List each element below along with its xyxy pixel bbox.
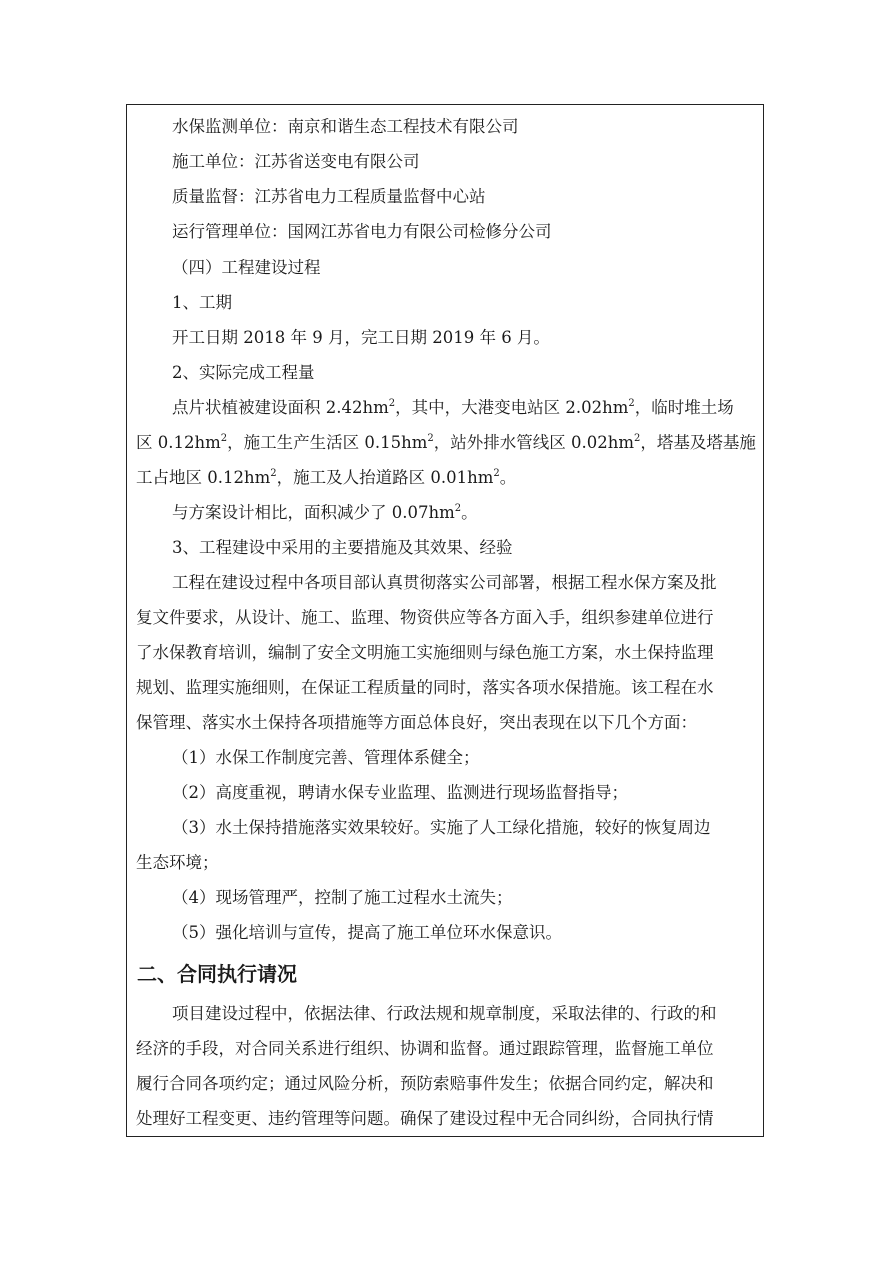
list-item: （5）强化培训与宣传，提高了施工单位环水保意识。 bbox=[172, 923, 562, 942]
text-segment: 工占地区 0.12hm bbox=[136, 468, 271, 487]
text-line bbox=[172, 397, 892, 419]
text-line: 质量监督：江苏省电力工程质量监督中心站 bbox=[172, 187, 486, 206]
text-segment: ，塔基及塔基施 bbox=[640, 433, 756, 452]
text-line: 处理好工程变更、违约管理等问题。确保了建设过程中无合同纠纷，合同执行情 bbox=[136, 1109, 714, 1128]
section-heading: 二、合同执行请况 bbox=[137, 962, 297, 986]
section-subheading: （四）工程建设过程 bbox=[172, 258, 321, 277]
text-line: 履行合同各项约定；通过风险分析，预防索赔事件发生；依据合同约定，解决和 bbox=[136, 1074, 714, 1093]
superscript: 2 bbox=[388, 398, 396, 409]
text-line bbox=[136, 432, 892, 454]
text-line bbox=[172, 502, 892, 524]
text-line: 规划、监理实施细则，在保证工程质量的同时，落实各项水保措施。该工程在水 bbox=[136, 678, 714, 697]
text-line: 项目建设过程中，依据法律、行政法规和规章制度，采取法律的、行政的和 bbox=[172, 1004, 717, 1023]
list-item: （4）现场管理严，控制了施工过程水土流失； bbox=[172, 888, 513, 907]
text-line: 1、工期 bbox=[172, 293, 232, 312]
text-segment: ，站外排水管线区 0.02hm bbox=[433, 433, 635, 452]
superscript: 2 bbox=[220, 433, 228, 444]
superscript: 2 bbox=[454, 503, 462, 514]
text-segment: 。 bbox=[461, 503, 478, 522]
text-segment: ，临时堆土场 bbox=[634, 398, 734, 417]
list-item: （1）水保工作制度完善、管理体系健全； bbox=[172, 748, 480, 767]
text-segment: ，施工生产生活区 0.15hm bbox=[227, 433, 428, 452]
text-segment: 区 0.12hm bbox=[136, 433, 221, 452]
text-line bbox=[136, 467, 892, 489]
text-segment: ，施工及人抬道路区 0.01hm bbox=[276, 468, 494, 487]
text-line: 复文件要求，从设计、施工、监理、物资供应等各方面入手，组织参建单位进行 bbox=[136, 608, 714, 627]
list-item: （2）高度重视，聘请水保专业监理、监测进行现场监督指导； bbox=[172, 783, 628, 802]
superscript: 2 bbox=[634, 433, 641, 444]
text-line: 生态环境； bbox=[136, 853, 219, 872]
text-line: 了水保教育培训，编制了安全文明施工实施细则与绿色施工方案，水土保持监理 bbox=[136, 643, 714, 662]
superscript: 2 bbox=[628, 398, 635, 409]
text-line: 工程在建设过程中各项目部认真贯彻落实公司部署，根据工程水保方案及批 bbox=[172, 573, 717, 592]
text-segment: 点片状植被建设面积 2.42hm bbox=[172, 398, 389, 417]
list-item: （3）水土保持措施落实效果较好。实施了人工绿化措施，较好的恢复周边 bbox=[172, 818, 711, 837]
superscript: 2 bbox=[493, 468, 500, 479]
text-line: 施工单位：江苏省送变电有限公司 bbox=[172, 152, 420, 171]
text-segment: ，其中，大港变电站区 2.02hm bbox=[395, 398, 629, 417]
superscript: 2 bbox=[427, 433, 434, 444]
text-line: 开工日期 2018 年 9 月，完工日期 2019 年 6 月。 bbox=[172, 328, 550, 347]
text-line: 经济的手段，对合同关系进行组织、协调和监督。通过跟踪管理，监督施工单位 bbox=[136, 1039, 714, 1058]
text-line: 水保监测单位：南京和谐生态工程技术有限公司 bbox=[172, 117, 519, 136]
text-segment: 与方案设计相比，面积减少了 0.07hm bbox=[172, 503, 455, 522]
text-segment: 。 bbox=[499, 468, 517, 487]
text-line: 2、实际完成工程量 bbox=[172, 363, 315, 382]
text-line: 3、工程建设中采用的主要措施及其效果、经验 bbox=[172, 538, 513, 557]
text-line: 运行管理单位：国网江苏省电力有限公司检修分公司 bbox=[172, 222, 552, 241]
text-line: 保管理、落实水土保持各项措施等方面总体良好，突出表现在以下几个方面： bbox=[136, 713, 697, 732]
superscript: 2 bbox=[270, 468, 277, 479]
